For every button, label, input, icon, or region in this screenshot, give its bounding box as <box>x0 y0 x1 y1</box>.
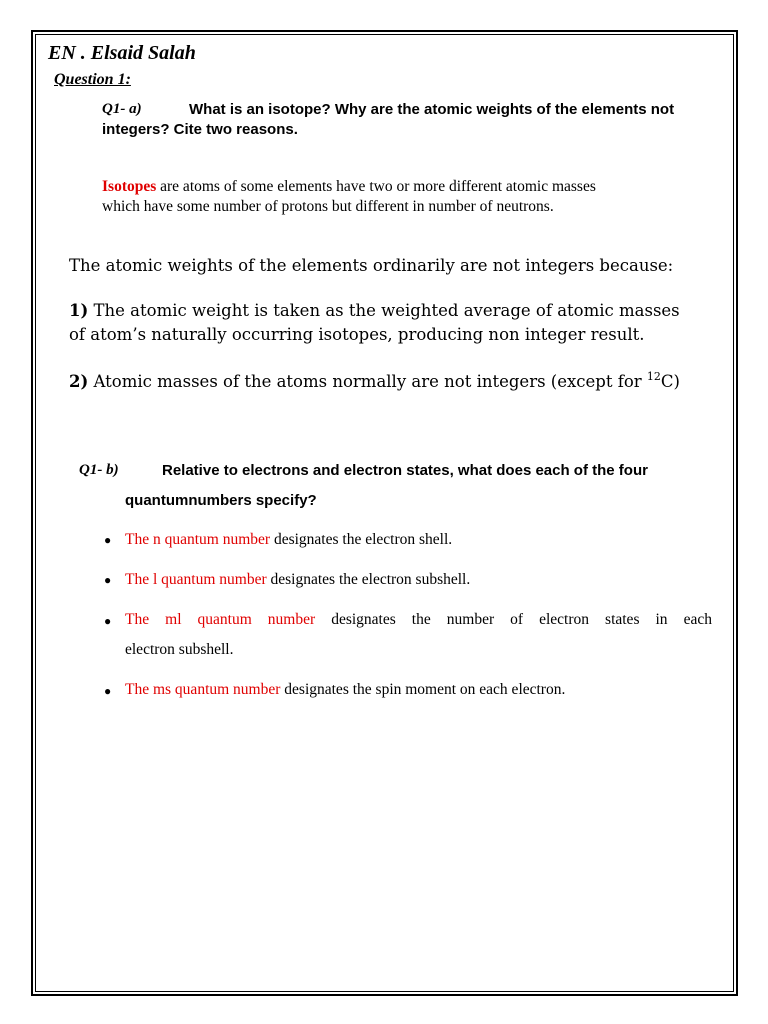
reason-2 <box>69 370 680 391</box>
reason-2-number: 2) <box>69 372 89 391</box>
reason-2-text: Atomic masses of the atoms normally are not integers (except for <box>88 372 647 391</box>
reason-1-number: 1) <box>69 301 89 320</box>
ms-quantum-term: The ms quantum number <box>125 681 281 698</box>
carbon-mass-number: 12 <box>646 370 661 383</box>
ml-quantum-desc: designates the number of electron states in each <box>315 611 712 628</box>
isotope-definition <box>102 177 722 217</box>
reason-1 <box>69 301 680 320</box>
bullet-ml-quantum <box>125 611 712 629</box>
question-heading: Question 1: <box>54 71 131 88</box>
reason-1-line1: The atomic weight is taken as the weighted average of atomic masses <box>88 301 680 320</box>
bullet-icon: ● <box>104 573 112 587</box>
l-quantum-desc: designates the electron subshell. <box>266 571 471 588</box>
l-quantum-term: The l quantum number <box>125 571 267 588</box>
bullet-icon: ● <box>104 684 112 698</box>
q1b-label: Q1- b) <box>79 462 119 478</box>
isotope-term: Isotopes <box>102 178 157 195</box>
bullet-l-quantum <box>125 571 470 589</box>
ms-quantum-desc: designates the spin moment on each electron. <box>280 681 566 698</box>
bullet-icon: ● <box>104 614 112 628</box>
q1a-question-line1: What is an isotope? Why are the atomic weights of the elements not <box>189 101 675 118</box>
carbon-symbol: C) <box>660 372 680 391</box>
n-quantum-desc: designates the electron shell. <box>270 531 453 548</box>
ml-quantum-desc-line2: electron subshell. <box>125 641 234 658</box>
q1a-question-line2: integers? Cite two reasons. <box>102 121 298 138</box>
reason-1-line2: of atom’s naturally occurring isotopes, producing non integer result. <box>69 325 645 344</box>
reasons-intro: The atomic weights of the elements ordinarily are not integers because: <box>69 256 674 275</box>
bullet-n-quantum <box>125 531 452 549</box>
author-name: EN . Elsaid Salah <box>48 42 196 64</box>
q1a-label: Q1- a) <box>102 101 142 117</box>
isotope-definition-line2: which have some number of protons but different in number of neutrons. <box>102 198 554 215</box>
q1b-question-line2: quantumnumbers specify? <box>125 492 317 509</box>
isotope-definition-line1: are atoms of some elements have two or more different atomic masses <box>156 178 596 195</box>
q1b-question-line1: Relative to electrons and electron states, what does each of the four <box>162 462 648 479</box>
bullet-ms-quantum <box>125 681 565 699</box>
ml-quantum-term: The ml quantum number <box>125 611 316 628</box>
n-quantum-term: The n quantum number <box>125 531 271 548</box>
bullet-icon: ● <box>104 533 112 547</box>
